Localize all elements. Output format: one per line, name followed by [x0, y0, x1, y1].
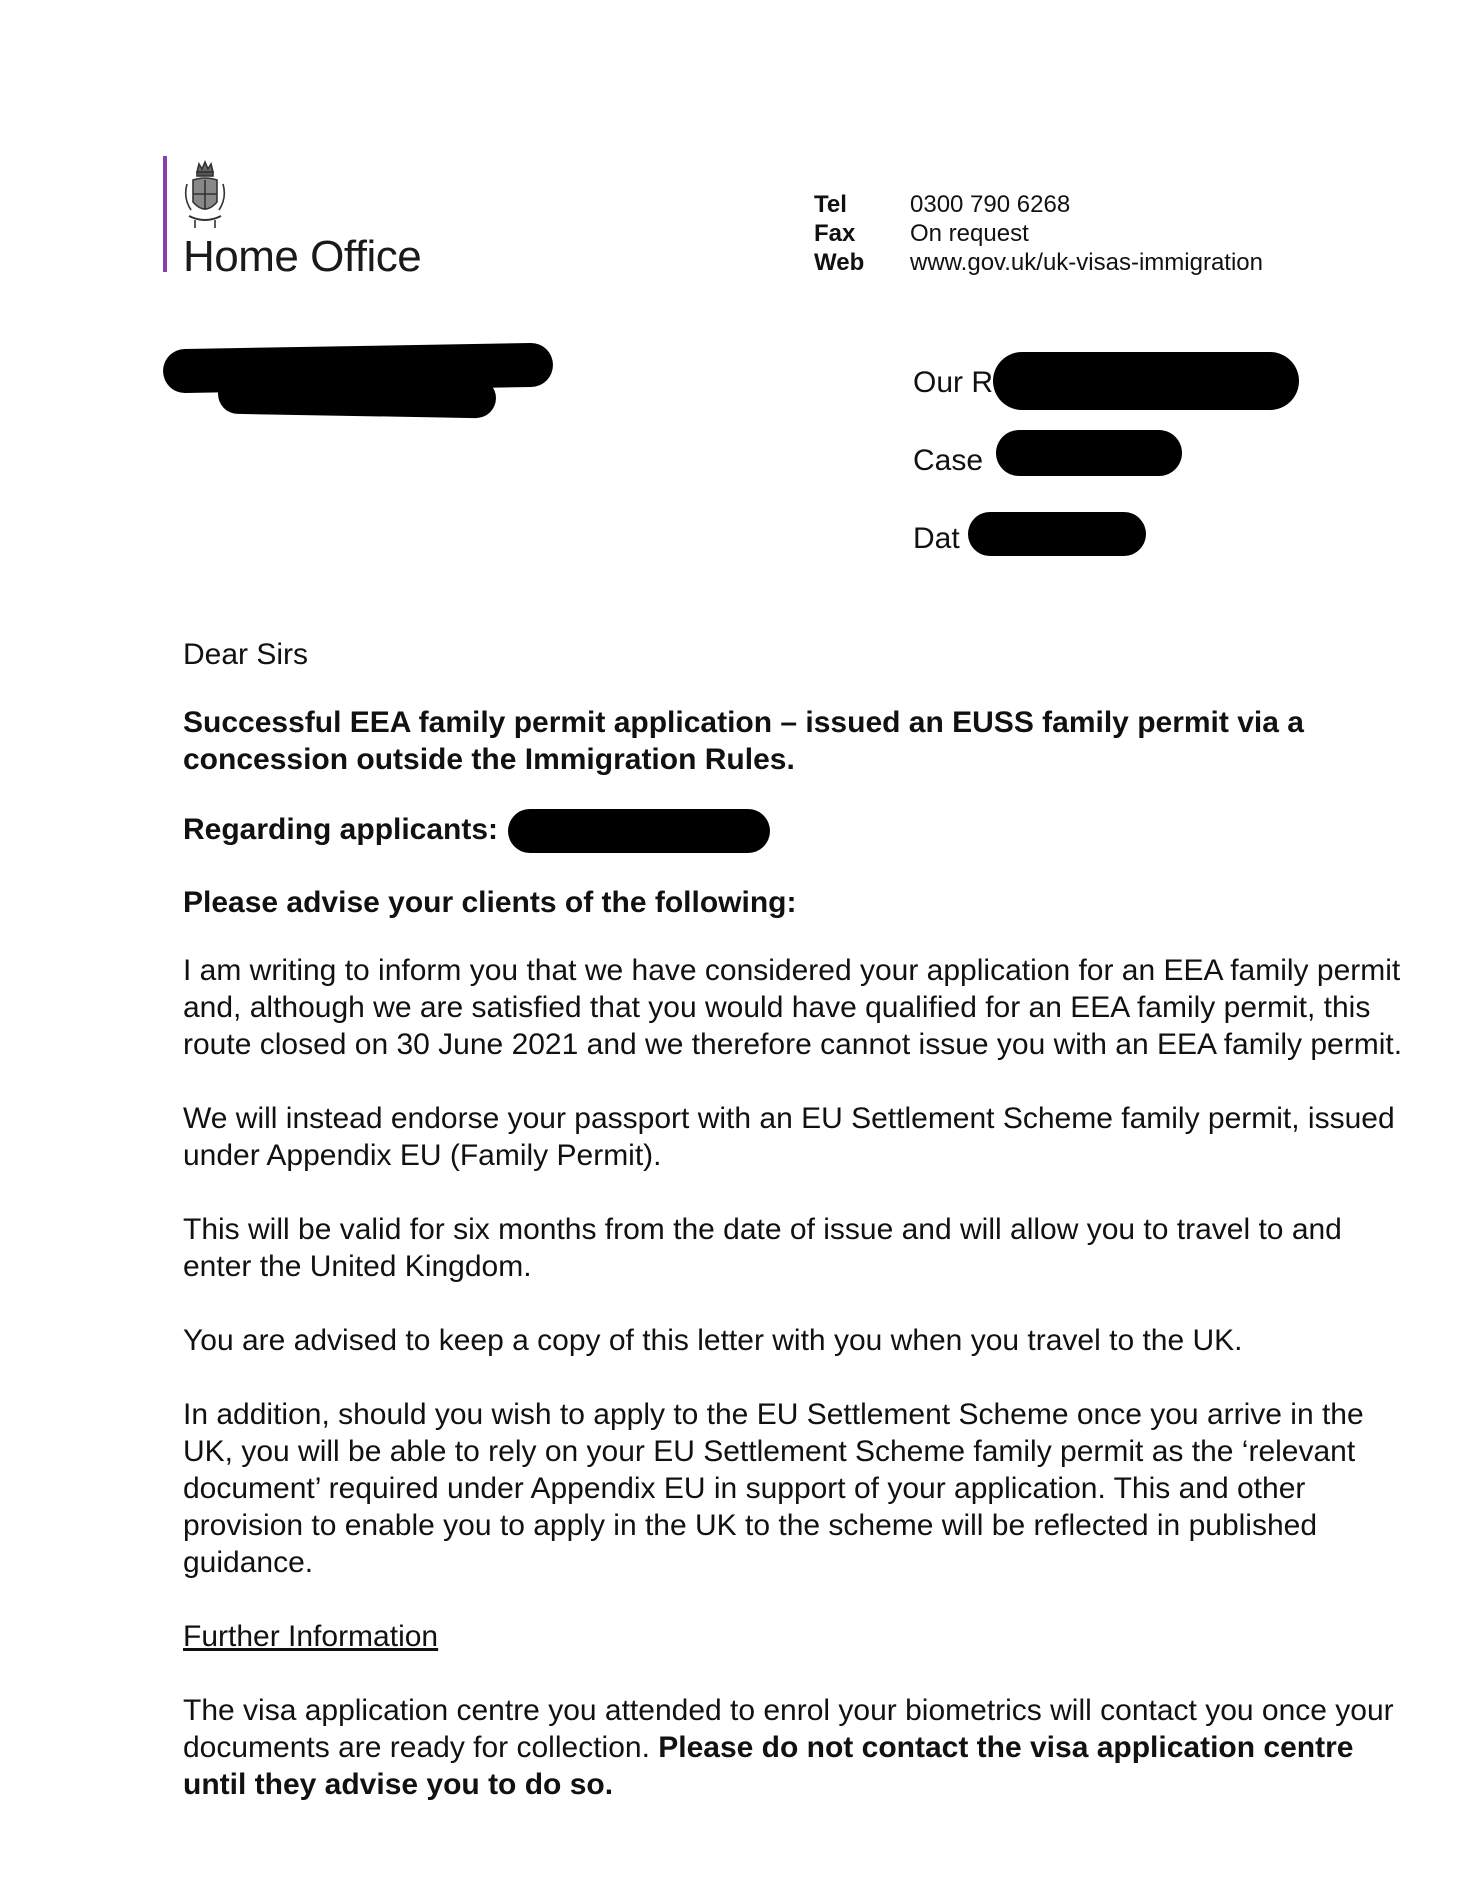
- contact-value: 0300 790 6268: [910, 191, 1071, 218]
- collection-text: The visa application centre you attended to enrol your biometrics will contact you once your documents are ready for collection.: [183, 1694, 1394, 1764]
- regarding-line: [183, 809, 1403, 853]
- paragraph-validity: This will be valid for six months from the date of issue and will allow you to travel to and enter the United Kingdom.: [183, 1213, 1342, 1283]
- org-name: Home Office: [183, 232, 422, 281]
- contact-label: Tel: [814, 191, 847, 218]
- letter-body: [183, 636, 1403, 1803]
- contact-value: www.gov.uk/uk-visas-immigration: [910, 249, 1263, 276]
- advise-line: Please advise your clients of the following:: [183, 886, 797, 919]
- contact-row-tel: [814, 190, 1263, 219]
- paragraph-route-closed: I am writing to inform you that we have considered your application for an EEA family permit and, although we are satisfied that you would have qualified for an EEA family permit, this route closed on 30 June 2021 and we therefore cannot issue you with an EEA family permit.: [183, 954, 1403, 1061]
- contact-value: On request: [910, 220, 1029, 247]
- redacted-case-ref: [996, 430, 1182, 476]
- collection-warning: Please do not contact the visa application centre until they advise you to do so.: [183, 1731, 1354, 1801]
- paragraph-settlement-scheme: In addition, should you wish to apply to the EU Settlement Scheme once you arrive in the UK, you will be able to rely on your EU Settlement Scheme family permit as the ‘relevant document’ required under Appendix EU in support of your application. This and other provision to enable you to apply in the UK to the scheme will be reflected in published guidance.: [183, 1398, 1364, 1579]
- royal-crest-icon: [183, 158, 227, 232]
- paragraph-euss-permit: We will instead endorse your passport with an EU Settlement Scheme family permit, issued under Appendix EU (Family Permit).: [183, 1102, 1395, 1172]
- paragraph-keep-copy: You are advised to keep a copy of this letter with you when you travel to the UK.: [183, 1324, 1243, 1357]
- logo-accent-bar: [163, 156, 167, 272]
- contact-label: Web: [814, 249, 865, 276]
- redacted-address: [218, 374, 497, 419]
- home-office-logo: [163, 156, 463, 281]
- reference-block: [913, 366, 993, 600]
- redacted-applicants: [508, 809, 770, 853]
- contact-details: [814, 190, 1263, 277]
- paragraph-collection: [183, 1692, 1403, 1803]
- case-label: Case: [913, 444, 984, 477]
- regarding-label: Regarding applicants:: [183, 812, 499, 846]
- redacted-our-ref: [993, 352, 1299, 410]
- redacted-date: [968, 512, 1146, 556]
- further-information-heading: Further Information: [183, 1620, 439, 1653]
- salutation: Dear Sirs: [183, 638, 309, 671]
- our-ref-label: Our R: [913, 366, 994, 399]
- contact-label: Fax: [814, 220, 856, 247]
- subject-line: Successful EEA family permit application – issued an EUSS family permit via a concession outside the Immigration Rules.: [183, 706, 1304, 776]
- contact-row-web: [814, 248, 1263, 277]
- date-label: Dat: [913, 522, 960, 555]
- contact-row-fax: [814, 219, 1263, 248]
